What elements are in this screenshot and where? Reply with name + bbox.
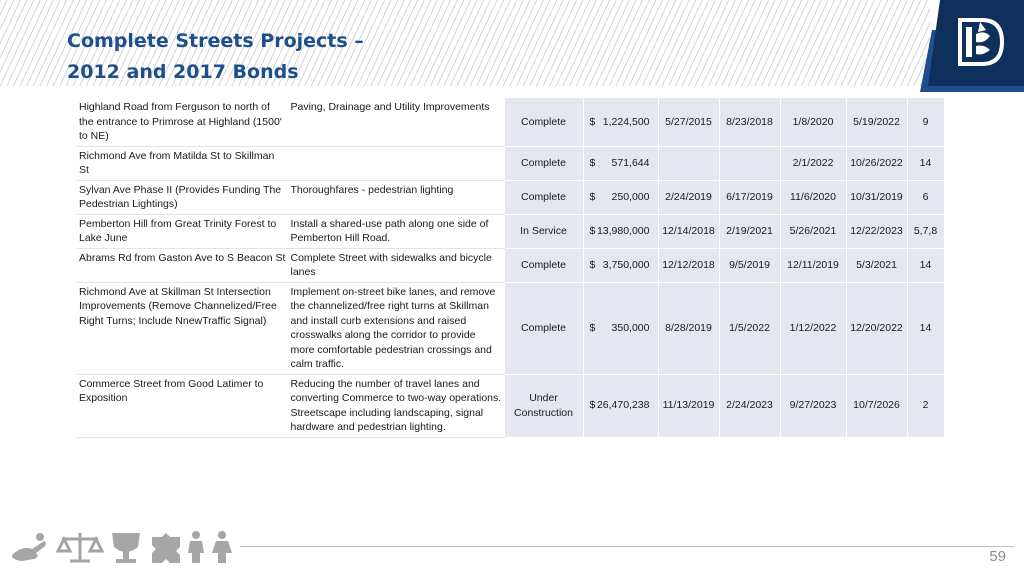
project-date-2: 8/23/2018 [719,98,780,146]
puzzle-icon [152,533,180,563]
project-status: Complete [504,180,583,214]
project-date-4: 10/26/2022 [846,146,907,180]
table-row [77,374,944,437]
page-number: 59 [989,548,1006,565]
cost-currency-symbol: $ [589,258,596,271]
scales-icon [58,533,102,561]
cost-currency-symbol: $ [589,399,596,412]
project-location: Abrams Rd from Gaston Ave to S Beacon St [77,248,288,282]
project-location: Sylvan Ave Phase II (Provides Funding The Pedestrian Lightings) [77,180,288,214]
project-date-1: 11/13/2019 [658,374,719,437]
table-row [77,180,944,214]
project-status: Complete [504,98,583,146]
projects-table [77,98,945,438]
project-district: 9 [907,98,944,146]
project-district: 5,7,8 [907,214,944,248]
project-date-3: 2/1/2022 [780,146,846,180]
cost-value: 13,980,000 [596,224,650,237]
project-date-1 [658,146,719,180]
project-date-2: 9/5/2019 [719,248,780,282]
project-description: Complete Street with sidewalks and bicycle lanes [288,248,504,282]
project-date-4: 12/20/2022 [846,282,907,374]
cost-value: 250,000 [611,190,650,203]
cost-currency-symbol: $ [589,224,596,237]
cost-currency-symbol: $ [589,321,596,334]
project-date-1: 8/28/2019 [658,282,719,374]
project-date-1: 12/14/2018 [658,214,719,248]
project-date-1: 5/27/2015 [658,98,719,146]
project-district: 6 [907,180,944,214]
project-date-4: 10/7/2026 [846,374,907,437]
people-icon [188,531,232,563]
cost-value: 571,644 [611,156,650,169]
project-date-4: 12/22/2023 [846,214,907,248]
project-location: Highland Road from Ferguson to north of the entrance to Primrose at Highland (1500' to NE) [77,98,288,146]
project-status: Complete [504,248,583,282]
cost-value: 1,224,500 [602,115,650,128]
project-status: Complete [504,146,583,180]
project-date-2 [719,146,780,180]
project-date-2: 6/17/2019 [719,180,780,214]
project-district: 14 [907,146,944,180]
project-date-1: 2/24/2019 [658,180,719,214]
project-cost [583,282,658,374]
project-cost [583,214,658,248]
project-cost [583,374,658,437]
project-district: 2 [907,374,944,437]
project-date-3: 1/8/2020 [780,98,846,146]
project-cost [583,248,658,282]
trophy-icon [112,533,140,563]
project-date-1: 12/12/2018 [658,248,719,282]
project-date-3: 11/6/2020 [780,180,846,214]
project-location: Richmond Ave at Skillman St Intersection Improvements (Remove Channelized/Free Right Turns; Include NnewTraffic Signal) [77,282,288,374]
project-description: Install a shared-use path along one side of Pemberton Hill Road. [288,214,504,248]
project-date-2: 2/19/2021 [719,214,780,248]
project-date-4: 5/3/2021 [846,248,907,282]
project-date-3: 9/27/2023 [780,374,846,437]
page-title-line-2: 2012 and 2017 Bonds [67,61,299,83]
city-logo [920,0,1024,92]
project-date-3: 12/11/2019 [780,248,846,282]
table-row [77,248,944,282]
footer-divider [240,546,1014,547]
project-cost [583,98,658,146]
project-description: Reducing the number of travel lanes and converting Commerce to two-way operations. Streetscape including landscaping, signal hardware and pedestrian lighting. [288,374,504,437]
table-row [77,214,944,248]
project-description: Thoroughfares - pedestrian lighting [288,180,504,214]
project-description: Paving, Drainage and Utility Improvements [288,98,504,146]
cost-currency-symbol: $ [589,190,596,203]
project-date-2: 2/24/2023 [719,374,780,437]
cost-value: 350,000 [611,321,650,334]
project-status: Complete [504,282,583,374]
project-description: Implement on-street bike lanes, and remove the channelized/free right turns at Skillman and install curb extensions and raised crosswalks along the corridor to provide more comfortable pedestrian crossings and calm traffic. [288,282,504,374]
table-row [77,282,944,374]
project-district: 14 [907,282,944,374]
projects-table-container [77,98,944,438]
project-description [288,146,504,180]
table-row [77,146,944,180]
table-row [77,98,944,146]
project-cost [583,146,658,180]
project-cost [583,180,658,214]
project-date-4: 10/31/2019 [846,180,907,214]
project-status: Under Construction [504,374,583,437]
project-status: In Service [504,214,583,248]
project-date-4: 5/19/2022 [846,98,907,146]
project-date-3: 5/26/2021 [780,214,846,248]
cost-value: 26,470,238 [596,399,650,412]
cost-value: 3,750,000 [602,258,650,271]
handshake-icon [12,533,46,561]
footer-icons [10,527,240,567]
project-location: Commerce Street from Good Latimer to Exposition [77,374,288,437]
cost-currency-symbol: $ [589,115,596,128]
cost-currency-symbol: $ [589,156,596,169]
project-location: Richmond Ave from Matilda St to Skillman St [77,146,288,180]
project-date-3: 1/12/2022 [780,282,846,374]
project-district: 14 [907,248,944,282]
page-title [67,26,487,88]
project-location: Pemberton Hill from Great Trinity Forest to Lake June [77,214,288,248]
project-date-2: 1/5/2022 [719,282,780,374]
page-title-line-1: Complete Streets Projects – [67,30,364,52]
